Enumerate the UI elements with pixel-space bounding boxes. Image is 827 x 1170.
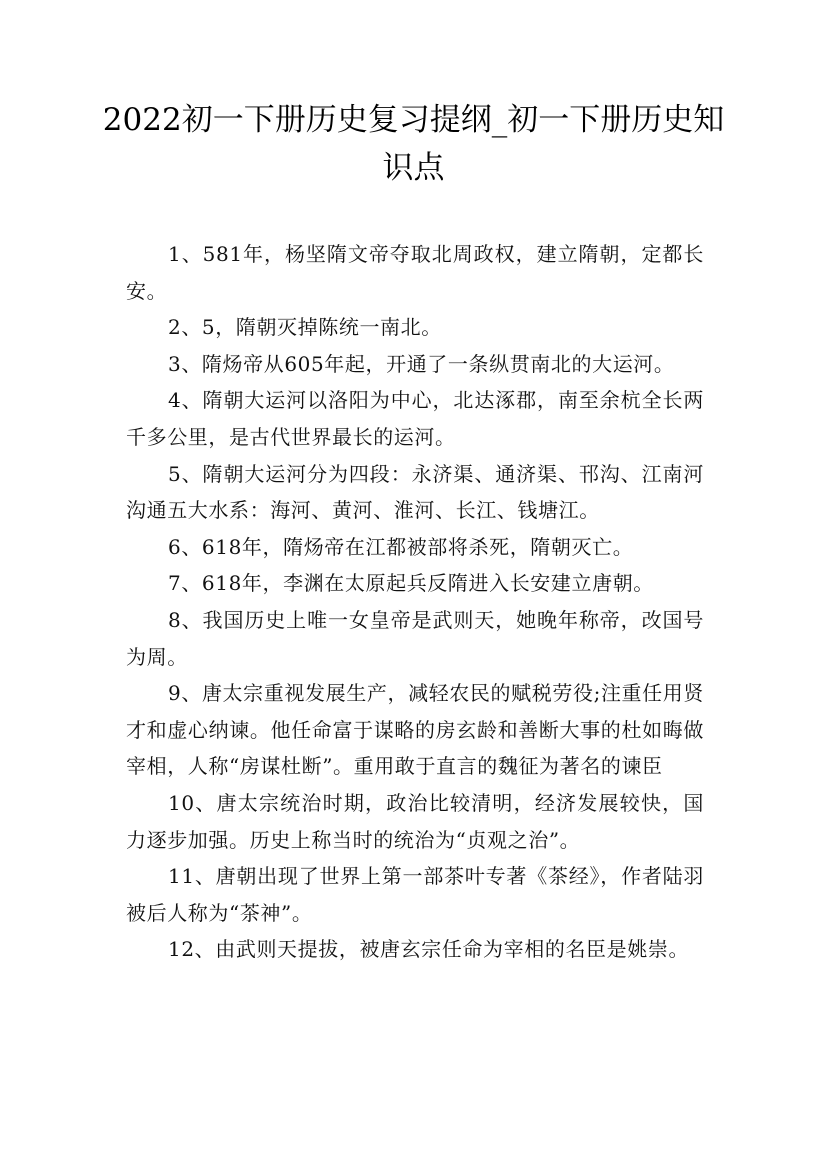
paragraph-11: 11、唐朝出现了世界上第一部茶叶专著《茶经》，作者陆羽被后人称为“茶神”。 (126, 864, 704, 925)
paragraph-9: 9、唐太宗重视发展生产，减轻农民的赋税劳役;注重任用贤才和虚心纳谏。他任命富于谋略的房玄龄和善断大事的杜如晦做宰相，人称“房谋杜断”。重用敢于直言的魏征为著名的谏臣 (126, 681, 704, 779)
paragraph-10: 10、唐太宗统治时期，政治比较清明，经济发展较快，国力逐步加强。历史上称当时的统治为“贞观之治”。 (126, 790, 704, 852)
paragraph-1: 1、581年，杨坚隋文帝夺取北周政权，建立隋朝，定都长安。 (126, 242, 704, 303)
paragraph-4: 4、隋朝大运河以洛阳为中心，北达涿郡，南至余杭全长两千多公里，是古代世界最长的运河。 (126, 388, 704, 449)
paragraph-6: 6、618年，隋炀帝在江都被部将杀死，隋朝灭亡。 (168, 534, 634, 559)
paragraph-2: 2、5，隋朝灭掉陈统一南北。 (168, 315, 442, 340)
document-title: 2022初一下册历史复习提纲_初一下册历史知识点 (102, 102, 725, 186)
paragraph-5: 5、隋朝大运河分为四段：永济渠、通济渠、邗沟、江南河沟通五大水系：海河、黄河、淮河、长江、钱塘江。 (126, 461, 704, 523)
paragraph-8: 8、我国历史上唯一女皇帝是武则天，她晚年称帝，改国号为周。 (126, 607, 704, 669)
paragraph-3: 3、隋炀帝从605年起，开通了一条纵贯南北的大运河。 (168, 351, 675, 376)
paragraph-12: 12、由武则天提拔，被唐玄宗任命为宰相的名臣是姚崇。 (168, 937, 690, 962)
paragraph-7: 7、618年，李渊在太原起兵反隋进入长安建立唐朝。 (168, 571, 654, 596)
document-body (126, 236, 704, 968)
